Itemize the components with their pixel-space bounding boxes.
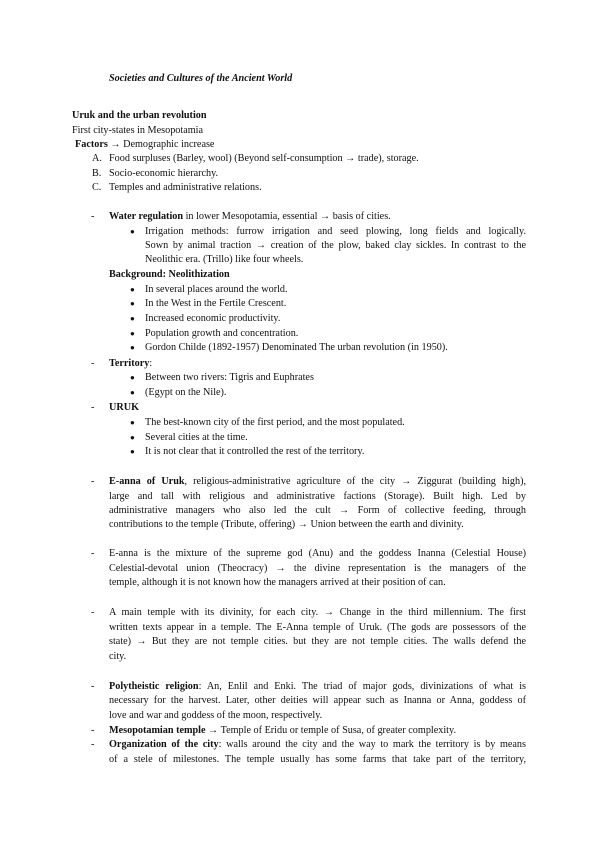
water-bullet-line: Irrigation methods: furrow irrigation and seed plowing, long fields and logically. bbox=[145, 226, 526, 237]
eanna-mix-line: Celestial-devotal union (Theocracy) → the divine representation is the managers of the bbox=[109, 563, 526, 574]
bullet-icon: ● bbox=[130, 285, 135, 294]
territory-item: Between two rivers: Tigris and Euphrates bbox=[145, 372, 314, 383]
eanna-label: E-anna of Uruk bbox=[109, 476, 185, 487]
organization-label: Organization of the city bbox=[109, 739, 219, 750]
subheading: First city-states in Mesopotamia bbox=[72, 125, 204, 136]
water-bullet-line: Neolithic era. (Trillo) like four wheels. bbox=[145, 254, 304, 265]
factors-rest: → Demographic increase bbox=[107, 139, 215, 150]
dash-marker: - bbox=[91, 548, 95, 559]
territory-rest: : bbox=[149, 358, 153, 369]
bullet-icon: ● bbox=[130, 373, 135, 382]
eanna-line: contributions to the temple (Tribute, offering) → Union between the earth and divinity. bbox=[109, 519, 464, 530]
eanna-line: large and tall with religious and administrative factions (Storage). Built high. Led by bbox=[109, 491, 526, 502]
main-temple-line: written texts appear in a temple. The E-Anna temple of Uruk. (The gods are possessors of the bbox=[109, 622, 526, 633]
water-rest: in lower Mesopotamia, essential → basis of cities. bbox=[183, 211, 391, 222]
main-temple-line: state) → But they are not temple cities. but they are not temple cities. The walls defend the bbox=[109, 636, 526, 647]
polytheistic-line: love and war and goddess of the moon, respectively. bbox=[109, 710, 323, 721]
section-heading: Uruk and the urban revolution bbox=[72, 110, 207, 121]
factors-line bbox=[75, 138, 214, 152]
polytheistic-rest: : An, Enlil and Enki. The triad of major gods, divinizations of what is bbox=[198, 681, 526, 692]
factors-label: Factors bbox=[75, 139, 108, 150]
dash-marker: - bbox=[91, 476, 95, 487]
water-line bbox=[109, 210, 391, 224]
dash-marker: - bbox=[91, 358, 95, 369]
dash-marker: - bbox=[91, 725, 95, 736]
uruk-item: It is not clear that it controlled the rest of the territory. bbox=[145, 446, 365, 457]
polytheistic-line: necessary for the harvest. Later, other deities will appear such as Inanna or Anna, goddess of bbox=[109, 695, 526, 706]
eanna-mix-line: temple, although it is not known how the managers arrived at their position of can. bbox=[109, 577, 446, 588]
meso-temple-line bbox=[109, 724, 456, 738]
bullet-icon: ● bbox=[130, 343, 135, 352]
bullet-icon: ● bbox=[130, 329, 135, 338]
document-title: Societies and Cultures of the Ancient World bbox=[109, 73, 293, 84]
list-item: Socio-economic hierarchy. bbox=[109, 168, 219, 179]
dash-marker: - bbox=[91, 402, 95, 413]
background-item: In several places around the world. bbox=[145, 284, 288, 295]
eanna-line bbox=[109, 475, 526, 489]
territory-label: Territory bbox=[109, 358, 150, 369]
dash-marker: - bbox=[91, 681, 95, 692]
main-temple-line: A main temple with its divinity, for each city. → Change in the third millennium. The first bbox=[109, 607, 526, 618]
background-label: Background: Neolithization bbox=[109, 269, 230, 280]
organization-rest: : walls around the city and the way to mark the territory is by means bbox=[218, 739, 526, 750]
uruk-label: URUK bbox=[109, 402, 139, 413]
territory-item: (Egypt on the Nile). bbox=[145, 387, 227, 398]
bullet-icon: ● bbox=[130, 433, 135, 442]
territory-line bbox=[109, 357, 152, 371]
list-letter: C. bbox=[92, 182, 102, 193]
background-item: In the West in the Fertile Crescent. bbox=[145, 298, 287, 309]
bullet-icon: ● bbox=[130, 299, 135, 308]
uruk-item: Several cities at the time. bbox=[145, 432, 248, 443]
list-letter: B. bbox=[92, 168, 102, 179]
background-item: Increased economic productivity. bbox=[145, 313, 281, 324]
meso-temple-label: Mesopotamian temple bbox=[109, 725, 206, 736]
eanna-mix-line: E-anna is the mixture of the supreme god (Anu) and the goddess Inanna (Celestial House) bbox=[109, 548, 526, 559]
eanna-line: administrative managers who also led the cult → Form of collective feeding, through bbox=[109, 505, 526, 516]
background-item: Population growth and concentration. bbox=[145, 328, 299, 339]
dash-marker: - bbox=[91, 739, 95, 750]
bullet-icon: ● bbox=[130, 418, 135, 427]
background-item: Gordon Childe (1892-1957) Denominated The urban revolution (in 1950). bbox=[145, 342, 448, 353]
water-label: Water regulation bbox=[109, 211, 184, 222]
bullet-icon: ● bbox=[130, 388, 135, 397]
meso-temple-rest: → Temple of Eridu or temple of Susa, of greater complexity. bbox=[205, 725, 456, 736]
bullet-icon: ● bbox=[130, 447, 135, 456]
polytheistic-label: Polytheistic religion bbox=[109, 681, 199, 692]
bullet-icon: ● bbox=[130, 314, 135, 323]
dash-marker: - bbox=[91, 211, 95, 222]
dash-marker: - bbox=[91, 607, 95, 618]
water-bullet-line: Sown by animal traction → creation of the plow, baked clay sickles. In contrast to the bbox=[145, 240, 526, 251]
polytheistic-line bbox=[109, 680, 526, 694]
uruk-item: The best-known city of the first period, and the most populated. bbox=[145, 417, 405, 428]
list-item: Temples and administrative relations. bbox=[109, 182, 262, 193]
main-temple-line: city. bbox=[109, 651, 127, 662]
organization-line: of a stele of milestones. The temple usually has some farms that take part of the territory, bbox=[109, 754, 526, 765]
organization-line bbox=[109, 738, 526, 752]
eanna-rest: , religious-administrative agriculture of the city → Ziggurat (building high), bbox=[184, 476, 527, 487]
bullet-icon: ● bbox=[130, 227, 135, 236]
list-letter: A. bbox=[92, 153, 102, 164]
list-item: Food surpluses (Barley, wool) (Beyond self-consumption → trade), storage. bbox=[109, 153, 419, 164]
